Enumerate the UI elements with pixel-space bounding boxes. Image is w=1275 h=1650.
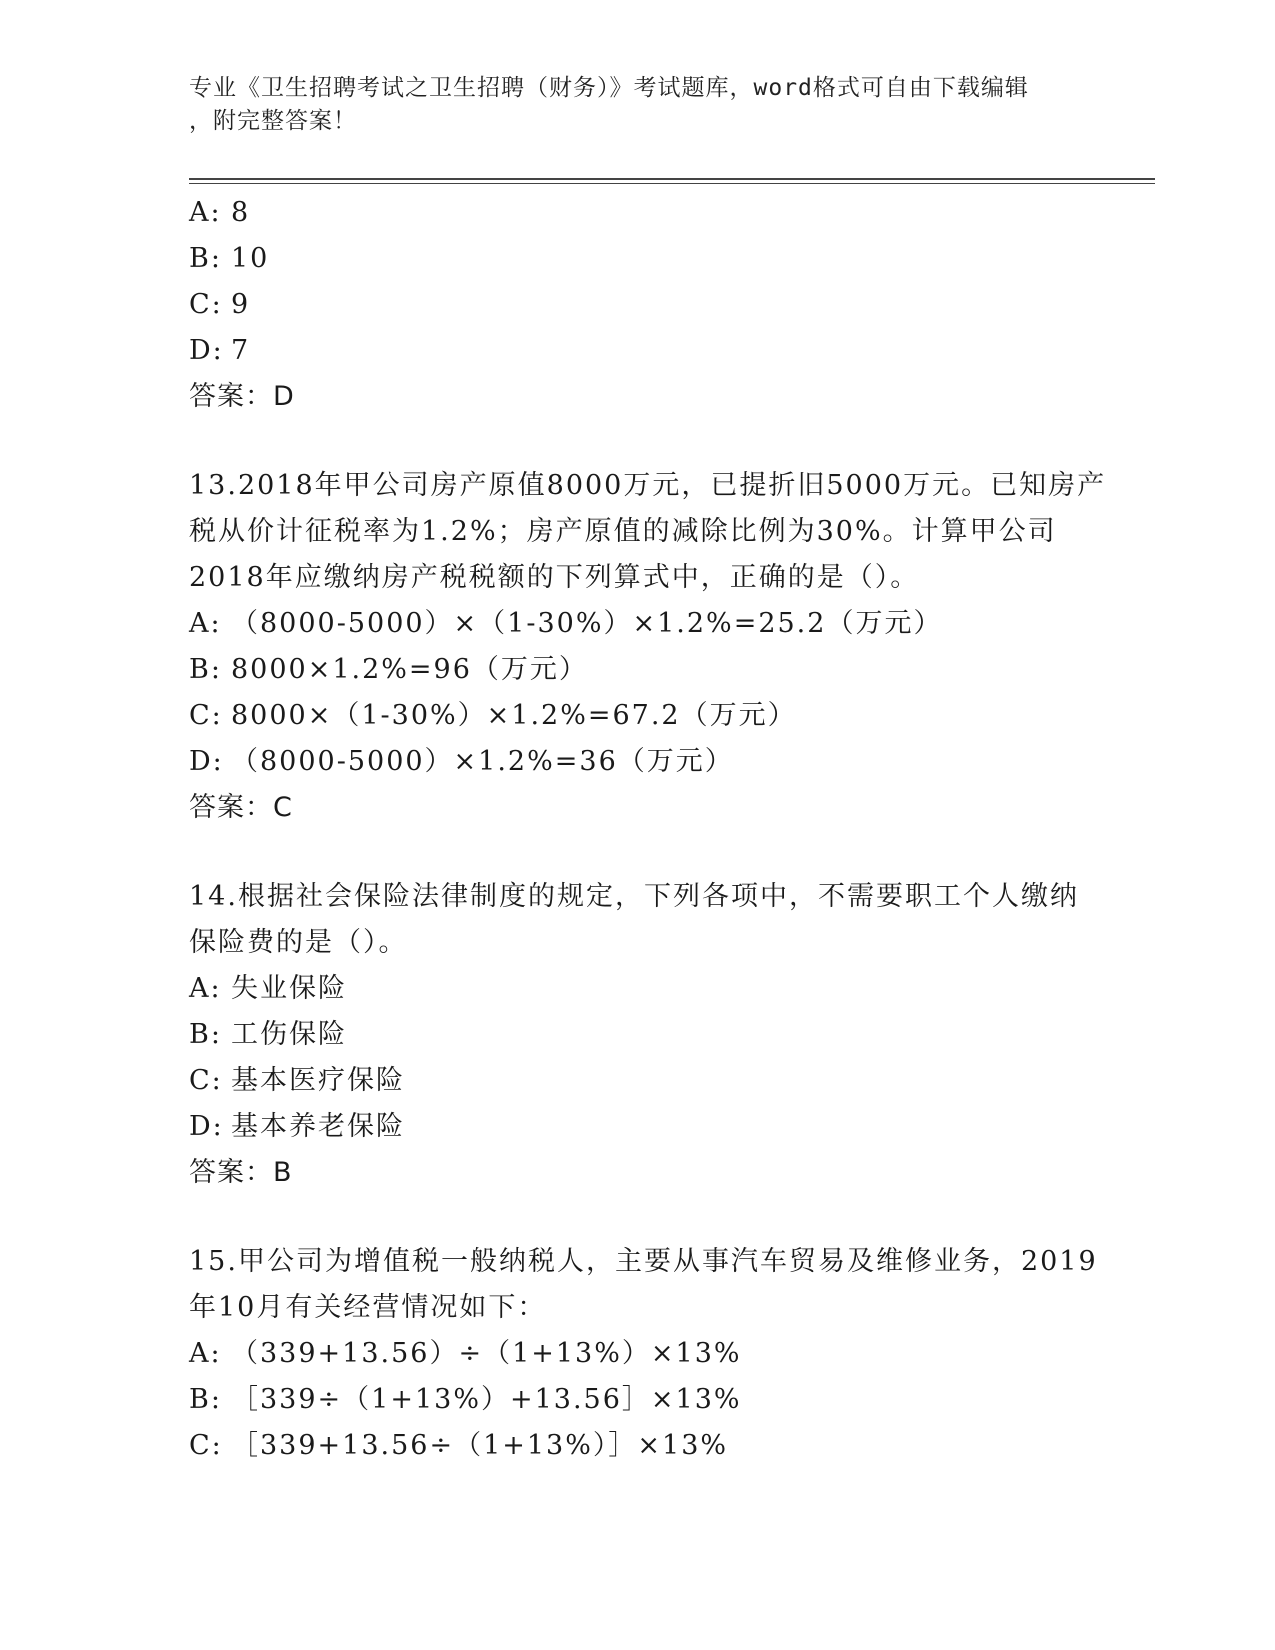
header-divider [189,178,1155,180]
option-c: C: 8000×（1-30%）×1.2%=67.2（万元） [189,700,797,731]
option-c: C: 9 [189,289,251,320]
question-text-line: 2018年应缴纳房产税税额的下列算式中，正确的是（）。 [189,562,920,593]
answer: 答案：D [189,381,295,412]
header-divider-thin [189,183,1155,184]
option-a: A: （339+13.56）÷（1+13%）×13% [189,1338,742,1369]
option-a: A: 8 [189,197,251,228]
option-a: A: （8000-5000）×（1-30%）×1.2%=25.2（万元） [189,608,943,639]
option-a: A: 失业保险 [189,973,347,1004]
header-line-2: ，附完整答案！ [189,108,357,134]
question-text-line: 13.2018年甲公司房产原值8000万元，已提折旧5000万元。已知房产 [189,470,1107,501]
option-b: B: ［339÷（1+13%）+13.56］×13% [189,1384,742,1415]
option-b: B: 8000×1.2%=96（万元） [189,654,588,685]
answer: 答案：B [189,1157,293,1188]
question-text-line: 保险费的是（）。 [189,927,408,958]
document-header [189,72,1069,138]
question-14 [189,874,1089,1196]
option-c: C: ［339+13.56÷（1+13%）］×13% [189,1430,729,1461]
question-text-line: 税从价计征税率为1.2%；房产原值的减除比例为30%。计算甲公司 [189,516,1057,547]
option-c: C: 基本医疗保险 [189,1065,405,1096]
question-12 [189,190,1089,420]
question-13 [189,463,1107,831]
question-text-line: 年10月有关经营情况如下： [189,1292,547,1323]
answer: 答案：C [189,792,293,823]
question-text-line: 14.根据社会保险法律制度的规定，下列各项中，不需要职工个人缴纳 [189,881,1079,912]
option-b: B: 工伤保险 [189,1019,347,1050]
option-b: B: 10 [189,243,270,274]
question-content [189,190,1107,1469]
question-15 [189,1239,1098,1469]
header-line-1: 专业《卫生招聘考试之卫生招聘（财务）》考试题库，word格式可自由下载编辑 [189,75,1029,101]
option-d: D: 基本养老保险 [189,1111,405,1142]
option-d: D: 7 [189,335,251,366]
option-d: D: （8000-5000）×1.2%=36（万元） [189,746,734,777]
question-text-line: 15.甲公司为增值税一般纳税人，主要从事汽车贸易及维修业务，2019 [189,1246,1098,1277]
